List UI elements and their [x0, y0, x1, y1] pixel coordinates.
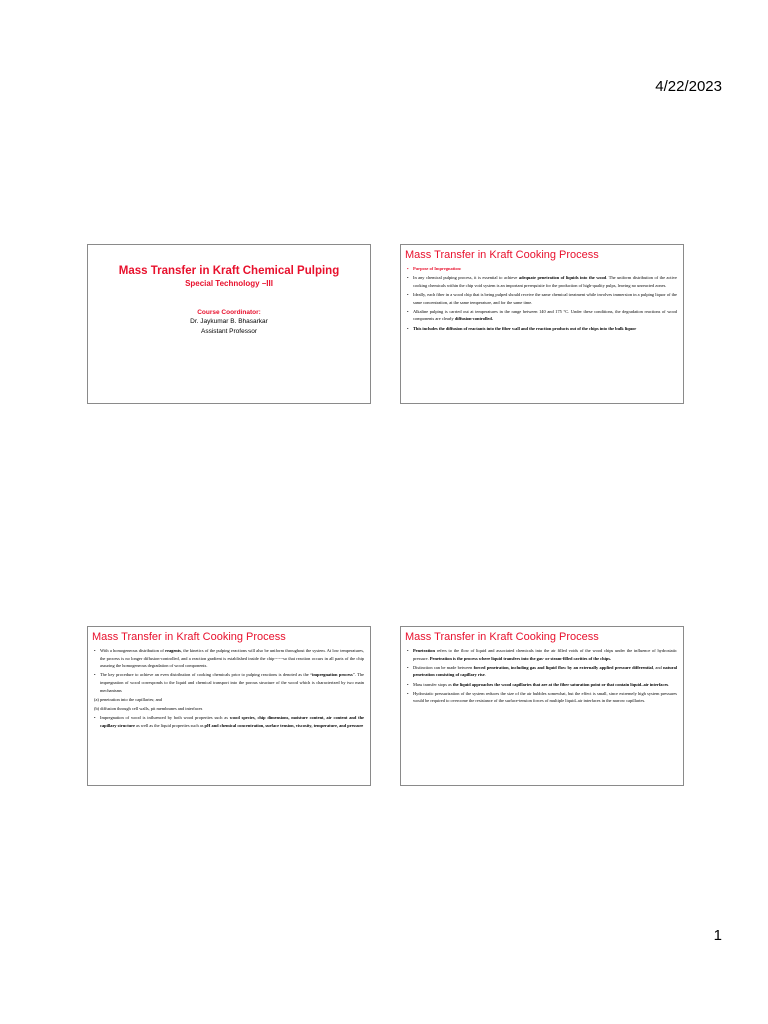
bullet-text: the liquid approaches the wood capillaries that are at the fiber saturation point or that contain liquid–air interfaces — [452, 681, 669, 687]
slide-4-thumbnail — [400, 626, 684, 786]
bullet-item — [407, 265, 677, 273]
bullet-text: (b) diffusion through cell walls, pit membranes and interfaces — [94, 705, 203, 711]
page-number: 1 — [713, 927, 722, 944]
bullet-text: as well as the liquid properties such as — [134, 722, 205, 728]
coordinator-name: Dr. Jaykumar B. Bhasarkar — [190, 318, 268, 325]
bullet-item — [94, 647, 364, 670]
bullet-text: This includes the diffusion of reactants into the fiber wall and the reaction products out of the chips into the bulk liquor — [413, 325, 637, 331]
bullet-text: Hydrostatic pressurization of the system reduces the size of the air bubbles somewhat, but the effect is small, since extremely high system pressures would be required to overcome the resistance of the surface-tension forces of multiple liquid–air interfaces in the narrow capillaries. — [413, 690, 677, 704]
bullet-text: The key procedure to achieve an even distribution of cooking chemicals prior to pulping reactions is denoted as the “ — [100, 672, 313, 678]
bullet-item — [94, 705, 364, 713]
bullet-text: , and — [652, 664, 664, 670]
slide-3-body — [94, 647, 364, 731]
bullet-item — [94, 696, 364, 704]
coordinator-role: Assistant Professor — [201, 328, 257, 335]
slide-2-title: Mass Transfer in Kraft Cooking Process — [405, 249, 599, 261]
bullet-text: Mass transfer stops as — [413, 681, 453, 687]
bullet-item — [407, 690, 677, 705]
bullet-text: adequate penetration of liquids into the wood — [518, 275, 607, 281]
bullet-item — [94, 714, 364, 729]
slide-3-thumbnail — [87, 626, 371, 786]
slide-4-body — [407, 647, 677, 707]
bullet-item — [407, 274, 677, 289]
bullet-text: ”. The impregnation of wood corresponds to the liquid and chemical transport into the porous structure of the wood which is characterized by two main mechanisms — [100, 672, 364, 693]
slide-2-body — [407, 265, 677, 334]
slide-1-subtitle: Special Technology –III — [185, 279, 273, 288]
bullet-text: wood species, chip dimensions, moisture content, air content and the capillary structure — [100, 715, 364, 728]
bullet-item — [407, 664, 677, 679]
slide-4-title: Mass Transfer in Kraft Cooking Process — [405, 631, 599, 643]
bullet-text: . The uniform distribution of the active cooking chemicals within the chip void system is an important prerequisite for the production of high-quality pulps, leaving no unreacted zones. — [413, 275, 678, 288]
bullet-text: pH and chemical concentration, surface tension, viscosity, temperature, and pressure — [204, 722, 364, 728]
slide-2-thumbnail — [400, 244, 684, 404]
bullet-text: Penetration is the process where liquid transfers into the gas- or steam-filled cavities of the chips. — [429, 655, 612, 661]
bullet-item — [407, 308, 677, 323]
bullet-text: , the kinetics of the pulping reactions will also be uniform throughout the system. At low temperatures, the process is no longer diffusion-controlled, and a reaction gradient is established inside the chip------so that reaction occurs in all parts of the chip assuring the homogeneous degradation of wood components. — [100, 648, 364, 669]
bullet-text: . — [668, 681, 670, 687]
bullet-text: With a homogeneous distribution of — [100, 648, 166, 653]
bullet-text: Penetration — [413, 648, 435, 653]
bullet-text: (a) penetration into the capillaries; and — [94, 696, 162, 702]
bullet-text: Impregnation of wood is influenced by both wood properties such as — [100, 715, 230, 721]
bullet-text: Alkaline pulping is carried out at temperatures in the range between 140 and 175 °C. Under these conditions, the degradation reactions of wood components are clearly — [413, 308, 677, 322]
bullet-text: natural penetration consisting of capillary rise — [413, 664, 677, 678]
slide-3-title: Mass Transfer in Kraft Cooking Process — [92, 631, 286, 643]
bullet-item — [407, 291, 677, 306]
bullet-text: Ideally, each fiber in a wood chip that is being pulped should receive the same chemical treatment while involves immersion in a pulping liquor of the same concentration, at the same temperature, and for the same time. — [413, 291, 677, 305]
coordinator-label: Course Coordinator: — [197, 309, 261, 316]
bullet-text: diffusion-controlled. — [454, 316, 493, 322]
bullet-text: Purpose of Impregnation: — [413, 266, 462, 271]
bullet-item — [407, 647, 677, 662]
bullet-text: forced penetration, including gas and liquid flow by an externally applied pressure differential — [473, 664, 653, 670]
handout-date: 4/22/2023 — [655, 78, 722, 95]
bullet-item — [407, 681, 677, 689]
bullet-text: refers to the flow of liquid and associated chemicals into the air filled voids of the wood chips under the influence of hydrostatic pressure. — [413, 648, 677, 661]
bullet-text: In any chemical pulping process, it is essential to achieve — [413, 275, 519, 281]
bullet-text: . — [484, 672, 486, 678]
slide-1-thumbnail — [87, 244, 371, 404]
bullet-text: reagents — [165, 648, 181, 653]
bullet-item — [94, 671, 364, 694]
bullet-text: impregnation process — [312, 672, 353, 678]
bullet-item — [407, 325, 677, 333]
slide-1-title: Mass Transfer in Kraft Chemical Pulping — [118, 265, 340, 277]
bullet-text: Distinction can be made between — [413, 664, 474, 670]
